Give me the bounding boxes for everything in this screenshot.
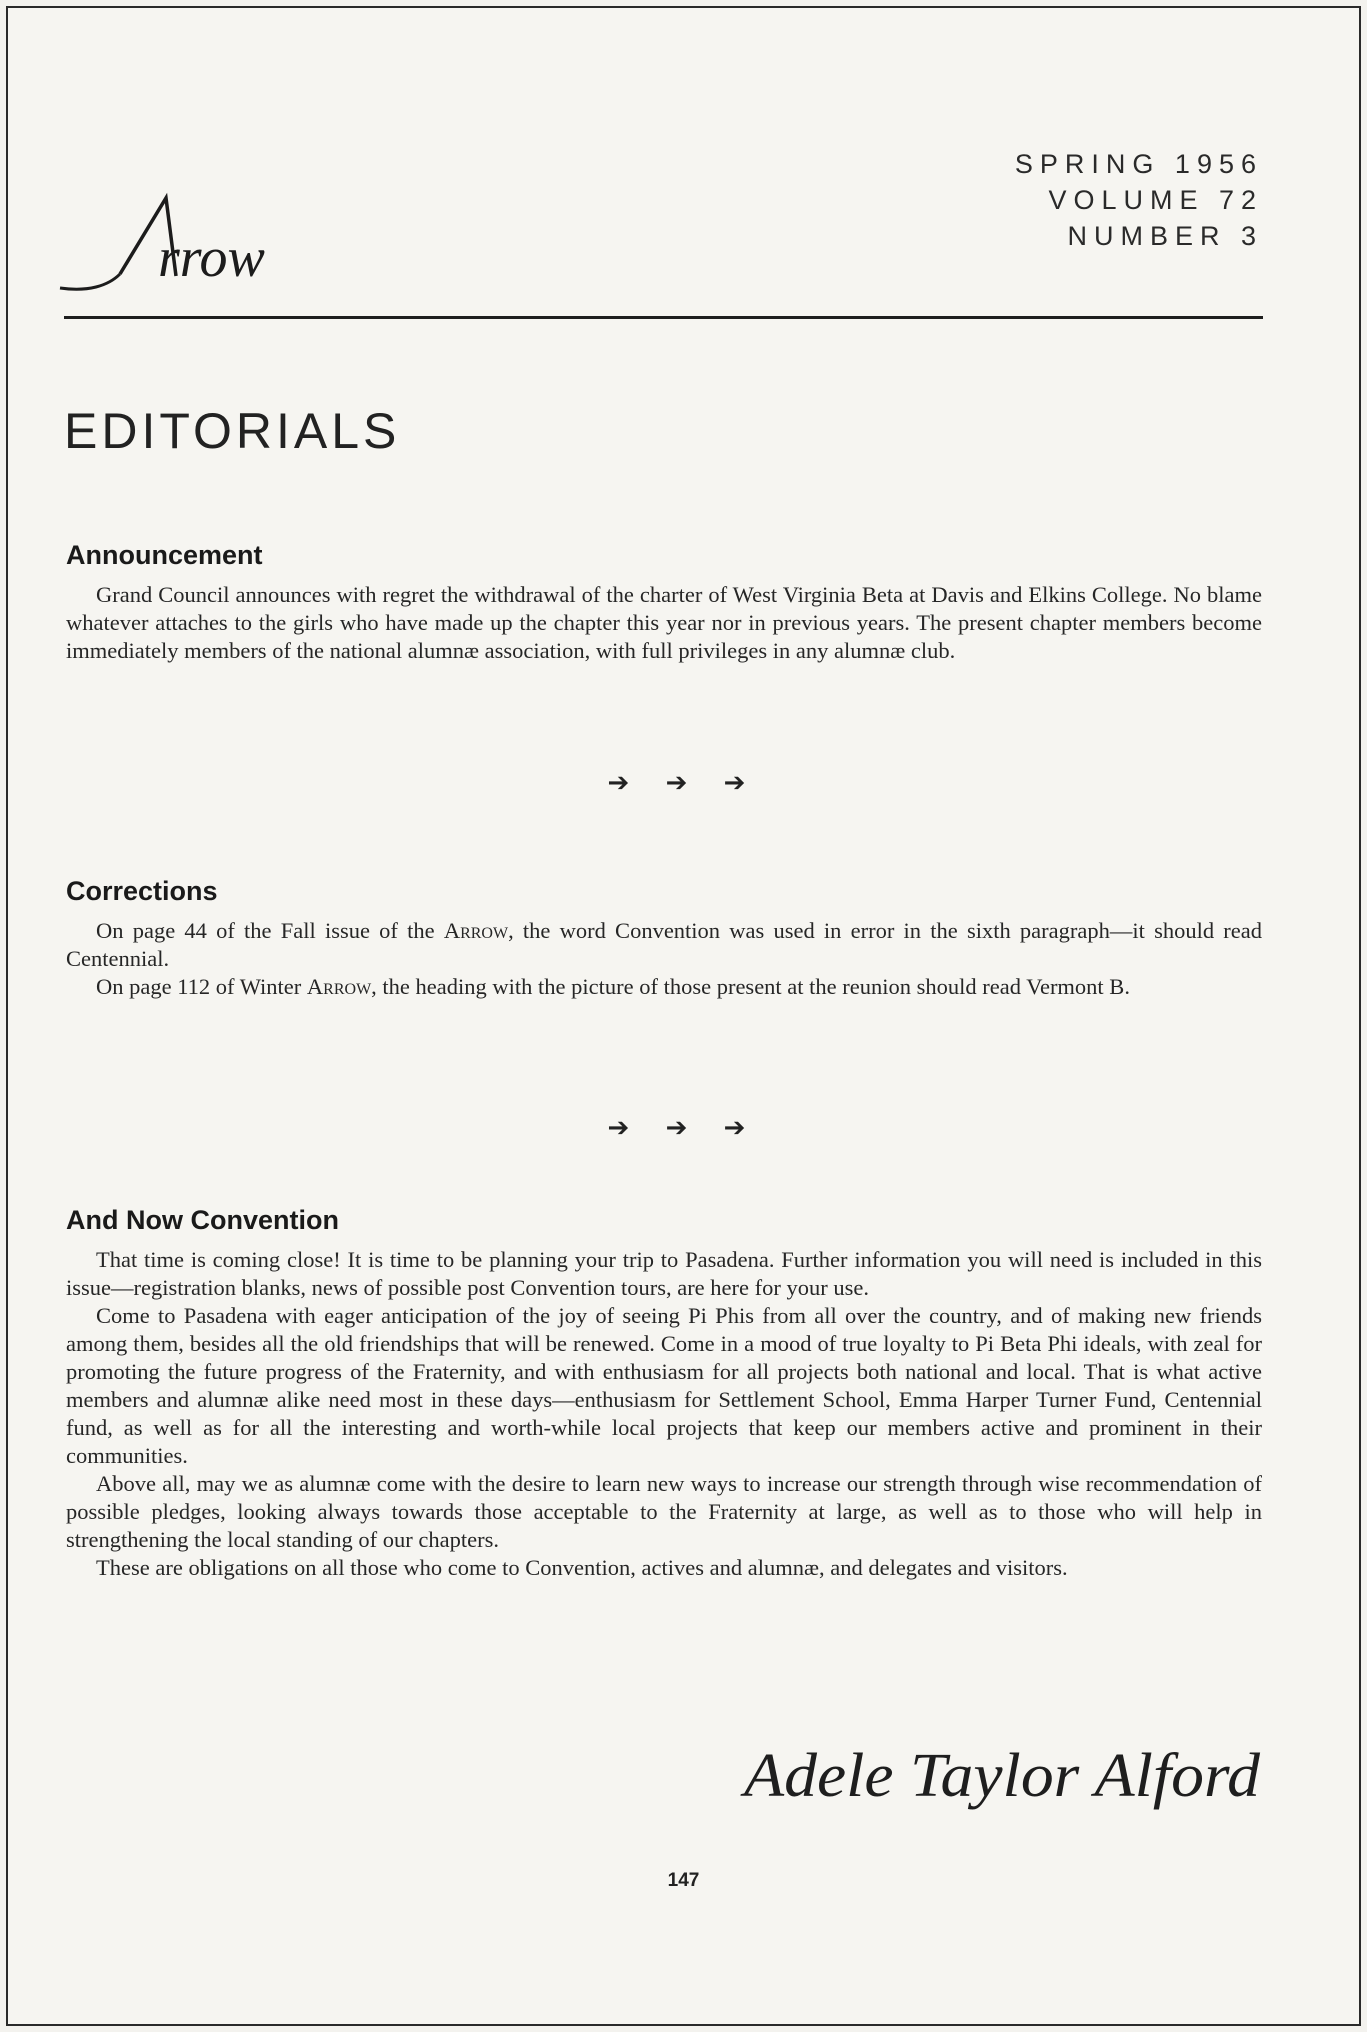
signature-text: Adele Taylor Alford — [739, 1742, 1262, 1810]
arrow-logo-text: rrow — [158, 227, 265, 289]
section-title: EDITORIALS — [64, 403, 401, 459]
article-heading: Announcement — [66, 540, 263, 570]
article-paragraph: These are obligations on all those who come to Convention, actives and alumnæ, and delegates and visitors. — [96, 1555, 1068, 1580]
masthead-issue-info — [1015, 146, 1263, 254]
article-paragraph: That time is coming close! It is time to be planning your trip to Pasadena. Further information you will need is included in this issue—registration blanks, news of possible post Convention tours, are here for your use. — [66, 1247, 1262, 1300]
section-divider: ➔ ➔ ➔ — [607, 1113, 760, 1143]
article-heading: Corrections — [66, 876, 218, 906]
article-paragraph: Above all, may we as alumnæ come with the desire to learn new ways to increase our strength through wise recommendation of possible pledges, looking always towards those acceptable to the Fraternity at large, as well as to those who will help in strengthening the local standing of our chapters. — [66, 1471, 1262, 1552]
issue-season: SPRING 1956 — [1014, 149, 1263, 179]
issue-volume: VOLUME 72 — [1048, 185, 1263, 215]
page-number: 147 — [667, 1870, 700, 1891]
article-paragraph: On page 44 of the Fall issue of the Arrow, the word Convention was used in error in the sixth paragraph—it should read Centennial. — [66, 918, 1263, 971]
article-paragraph: Come to Pasadena with eager anticipation of the joy of seeing Pi Phis from all over the country, and of making new friends among them, besides all the old friendships that will be renewed. Come in a mood of true loyalty to Pi Beta Phi ideals, with zeal for promoting the future progress of the Fraternity, and with enthusiasm for all projects both national and local. That is what active members and alumnæ alike need most in these days—enthusiasm for Settlement School, Emma Harper Turner Fund, Centennial fund, as well as for all the interesting and worth-while local projects that keep our members active and prominent in their communities. — [66, 1303, 1262, 1468]
masthead-rule — [64, 316, 1263, 319]
article-heading: And Now Convention — [66, 1205, 339, 1235]
section-divider: ➔ ➔ ➔ — [607, 768, 760, 798]
signature — [738, 1712, 1268, 1842]
article-announcement — [66, 540, 1262, 665]
issue-number: NUMBER 3 — [1067, 221, 1263, 251]
article-paragraph: Grand Council announces with regret the withdrawal of the charter of West Virginia Beta at Davis and Elkins College. No blame whatever attaches to the girls who have made up the chapter this year nor in previous years. The present chapter members become immediately members of the national alumnæ association, with full privileges in any alumnæ club. — [66, 582, 1262, 663]
article-corrections — [66, 876, 1262, 1001]
arrow-logo — [58, 190, 358, 300]
article-paragraph: On page 112 of Winter Arrow, the heading with the picture of those present at the reunion should read Vermont B. — [96, 974, 1130, 999]
article-convention — [66, 1205, 1262, 1582]
